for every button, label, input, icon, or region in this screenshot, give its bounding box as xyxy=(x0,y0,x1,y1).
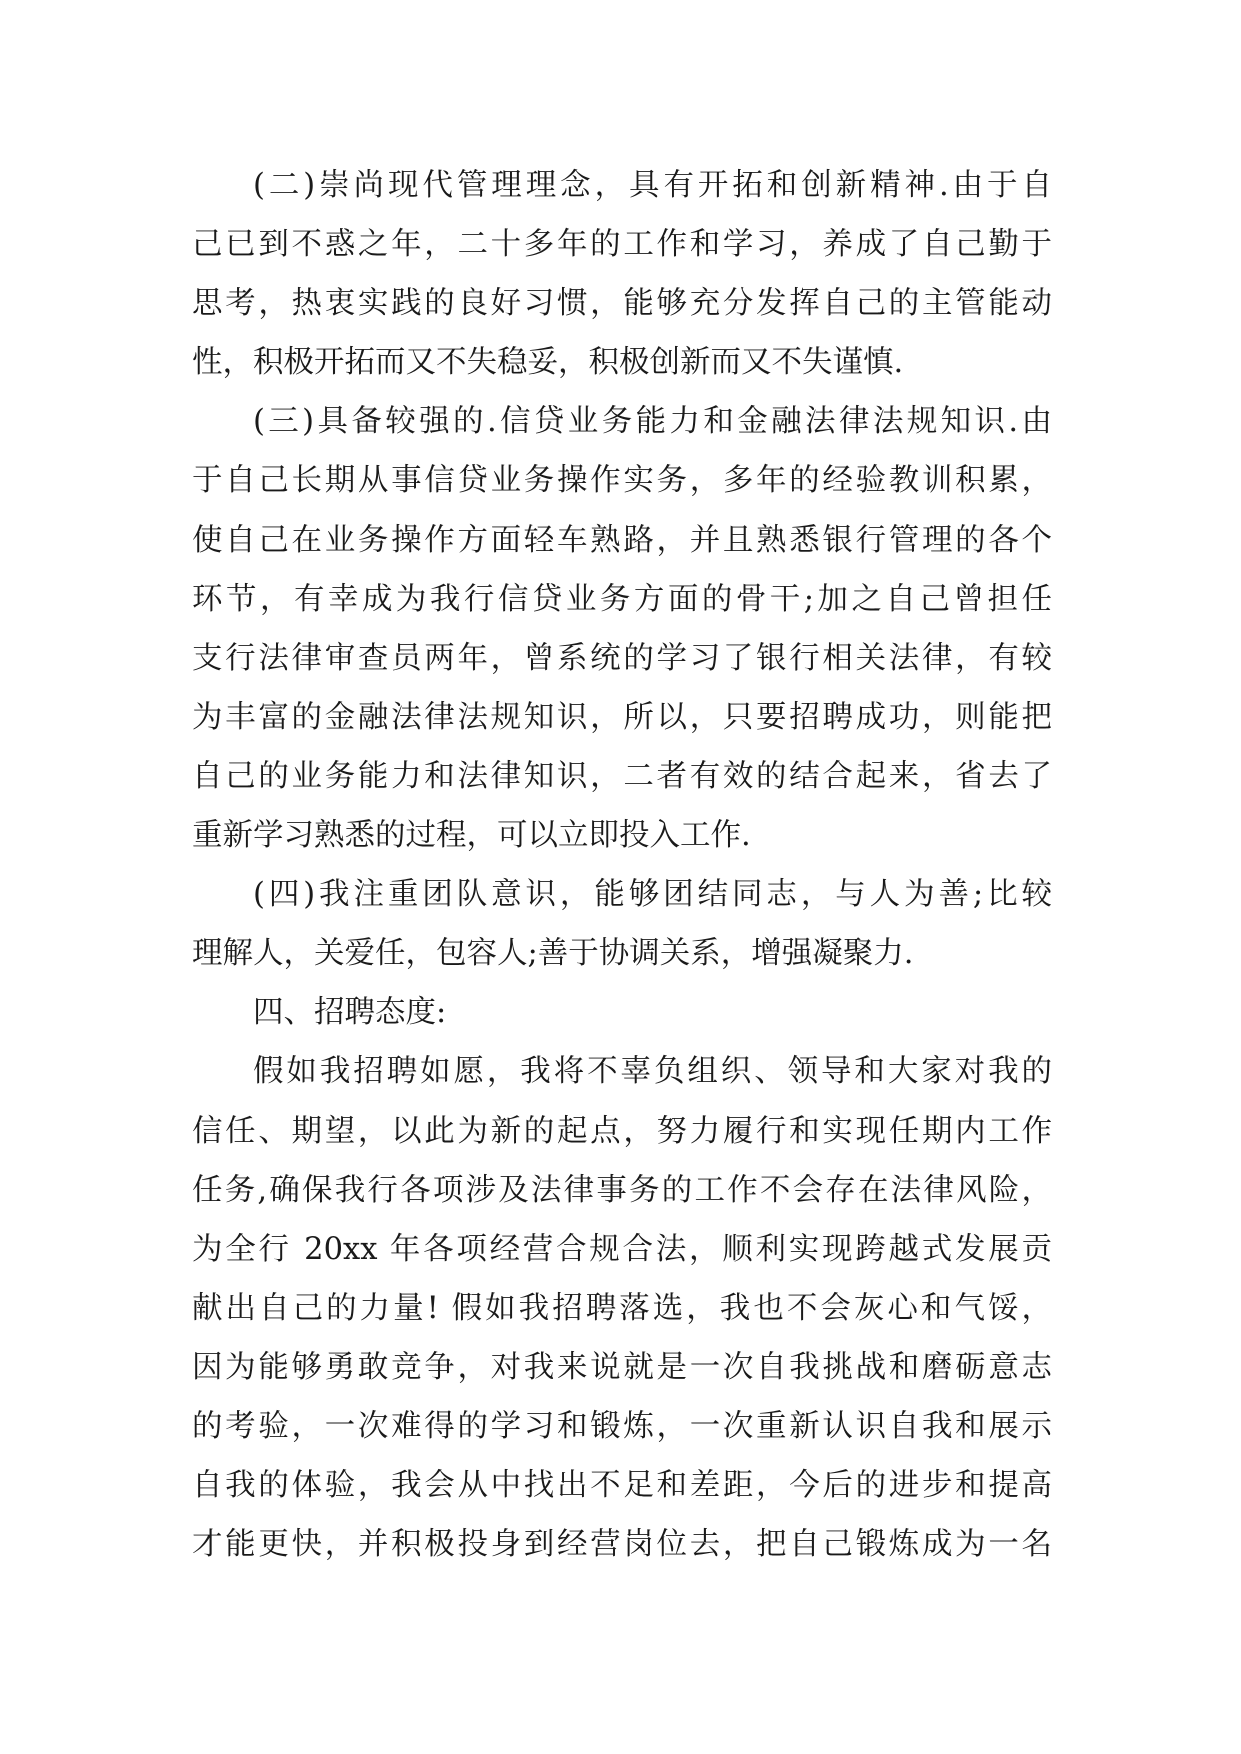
paragraph-line: 重新学习熟悉的过程，可以立即投入工作. xyxy=(192,818,751,854)
paragraph-line: 任务,确保我行各项涉及法律事务的工作不会存在法律风险， xyxy=(192,1172,1052,1208)
paragraph-line: 使自己在业务操作方面轻车熟路，并且熟悉银行管理的各个 xyxy=(192,522,1052,558)
document-body xyxy=(192,156,1052,1574)
paragraph-line: 己已到不惑之年，二十多年的工作和学习，养成了自己勤于 xyxy=(192,227,1052,263)
paragraph-line: 假如我招聘如愿，我将不辜负组织、领导和大家对我的 xyxy=(253,1054,1052,1090)
paragraph-line: 性，积极开拓而又不失稳妥，积极创新而又不失谨慎. xyxy=(192,345,904,381)
paragraph-line: 信任、期望，以此为新的起点，努力履行和实现任期内工作 xyxy=(192,1113,1052,1149)
paragraph-line: 思考，热衷实践的良好习惯，能够充分发挥自己的主管能动 xyxy=(192,286,1052,322)
paragraph-line: (二)崇尚现代管理理念，具有开拓和创新精神.由于自 xyxy=(253,168,1052,203)
paragraph-line: 因为能够勇敢竞争，对我来说就是一次自我挑战和磨砺意志 xyxy=(192,1349,1052,1385)
paragraph-line: 环节，有幸成为我行信贷业务方面的骨干;加之自己曾担任 xyxy=(192,581,1052,617)
paragraph-line: 于自己长期从事信贷业务操作实务，多年的经验教训积累， xyxy=(192,463,1052,499)
paragraph-line: 理解人，关爱任，包容人;善于协调关系，增强凝聚力. xyxy=(192,936,914,972)
paragraph-line: 的考验，一次难得的学习和锻炼，一次重新认识自我和展示 xyxy=(192,1408,1052,1444)
paragraph-line: 为丰富的金融法律法规知识，所以，只要招聘成功，则能把 xyxy=(192,699,1052,735)
section-heading: 四、招聘态度: xyxy=(253,995,447,1031)
paragraph-line: (三)具备较强的.信贷业务能力和金融法律法规知识.由 xyxy=(253,404,1052,440)
paragraph-line: 自我的体验，我会从中找出不足和差距，今后的进步和提高 xyxy=(192,1468,1052,1504)
paragraph-line: 支行法律审查员两年，曾系统的学习了银行相关法律，有较 xyxy=(192,640,1052,676)
paragraph-line: 自己的业务能力和法律知识，二者有效的结合起来，省去了 xyxy=(192,758,1052,794)
paragraph-line: (四)我注重团队意识，能够团结同志，与人为善;比较 xyxy=(253,877,1052,913)
paragraph-line: 才能更快，并积极投身到经营岗位去，把自己锻炼成为一名 xyxy=(192,1527,1052,1563)
paragraph-line: 为全行 20xx 年各项经营合规合法，顺利实现跨越式发展贡 xyxy=(192,1231,1052,1267)
paragraph-line: 献出自己的力量! 假如我招聘落选，我也不会灰心和气馁， xyxy=(192,1290,1052,1326)
